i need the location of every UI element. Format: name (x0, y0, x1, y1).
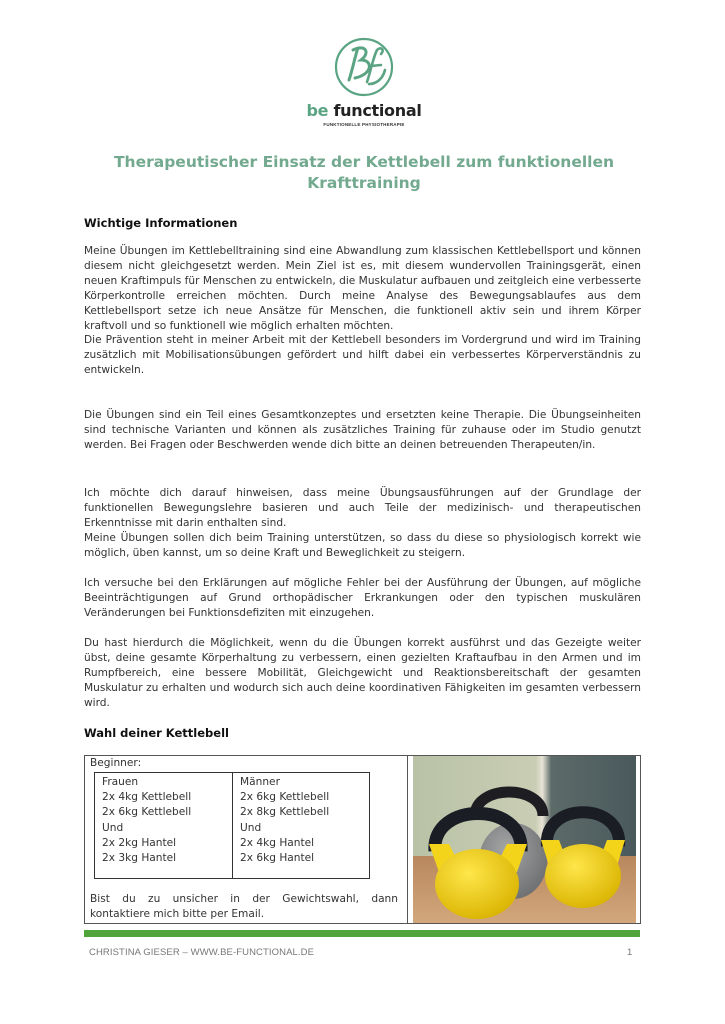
logo-wordmark (298, 101, 430, 120)
paragraph: Die Prävention steht in meiner Arbeit mit der Kettlebell besonders im Vordergrund und wird im Training zusätzlich mit Mobilisationsübungen gefördert und hilft dabei ein verbessertes Körperverständnis zu entwickeln. (84, 334, 641, 377)
weight-item: 2x 4kg Kettlebell (102, 791, 192, 804)
kettlebell-selection-box (84, 755, 641, 924)
kettlebells-photo (413, 756, 636, 923)
paragraph-group-benefits (84, 636, 641, 711)
document-title: Therapeutischer Einsatz der Kettlebell zum funktionellen Krafttraining (113, 153, 615, 192)
paragraph: Du hast hierdurch die Möglichkeit, wenn du die Übungen korrekt ausführst und das Gezeigte weiter übst, deine gesamte Körperhaltung zu verbessern, einen gezielten Kraftaufbau in den Armen und im Rumpfbereich, eine bessere Mobilität, Gleichgewicht und Reaktionsbereitschaft der gesamten Muskulatur zu erhalten und wodurch sich auch deine koordinativen Fähigkeiten im gesamten verbessern wird. (84, 637, 641, 709)
footer-divider-bar (84, 930, 640, 937)
weight-item: 2x 6kg Kettlebell (102, 806, 192, 819)
paragraph: Meine Übungen sollen dich beim Training unterstützen, so dass du diese so physiologisch korrekt wie möglich, üben kannst, um so deine Kraft und Beweglichkeit zu steigern. (84, 531, 641, 559)
column-header: Männer (240, 776, 280, 788)
paragraph-group-errors (84, 576, 641, 621)
weights-column-men (232, 773, 369, 878)
weight-item: 2x 3kg Hantel (102, 852, 177, 865)
kettlebell-image-cell (408, 756, 640, 923)
weight-item: 2x 4kg Hantel (240, 836, 315, 849)
paragraph-group-intro (84, 244, 641, 378)
section-heading-info: Wichtige Informationen (84, 216, 238, 230)
weight-item: 2x 6kg Hantel (240, 852, 315, 865)
paragraph-group-concept (84, 408, 641, 453)
weight-item: 2x 8kg Kettlebell (240, 806, 330, 819)
paragraph: Ich versuche bei den Erklärungen auf mögliche Fehler bei der Ausführung der Übungen, auf mögliche Beeinträchtigungen auf Grund orthopädischer Erkrankungen oder den typischen muskulären Veränderungen bei Funktionsdefiziten mit einzugehen. (84, 577, 641, 619)
footer-author-website: CHRISTINA GIESER – WWW.BE-FUNCTIONAL.DE (89, 947, 315, 958)
page-number: 1 (627, 947, 633, 958)
weights-column-women (95, 773, 232, 878)
weight-item: 2x 2kg Hantel (102, 836, 177, 849)
paragraph: Ich möchte dich darauf hinweisen, dass meine Übungsausführungen auf der Grundlage der funktionellen Bewegungslehre basieren und auch Teile der medizinisch- und therapeutischen Erkenntnisse mit darin enthalten sind. (84, 487, 641, 529)
weights-table (94, 772, 370, 879)
monogram-logo-icon (331, 34, 397, 100)
paragraph-group-basis (84, 486, 641, 561)
paragraph: Die Übungen sind ein Teil eines Gesamtkonzeptes und ersetzten keine Therapie. Die Übungseinheiten sind technische Varianten und können als zusätzliches Training für zuhause oder im Studio genutzt werden. Bei Fragen oder Beschwerden wende dich bitte an deinen betreuenden Therapeuten/in. (84, 409, 641, 451)
weight-item: Und (102, 821, 124, 834)
section-heading-kettlebell: Wahl deiner Kettlebell (84, 726, 229, 740)
logo-word-be: be (306, 101, 329, 120)
kettlebell-weights-cell (85, 756, 408, 923)
logo-word-functional: functional (328, 101, 422, 120)
weight-item: Und (240, 821, 262, 834)
column-header: Frauen (102, 776, 139, 788)
level-label: Beginner: (90, 757, 142, 769)
weight-item: 2x 6kg Kettlebell (240, 791, 330, 804)
brand-logo (298, 34, 430, 130)
weight-choice-note: Bist du zu unsicher in der Gewichtswahl, dann kontaktiere mich bitte per Email. (90, 893, 398, 920)
paragraph: Meine Übungen im Kettlebelltraining sind eine Abwandlung zum klassischen Kettlebellsport und können diesem nicht gleichgesetzt werden. Mein Ziel ist es, mit diesem wundervollen Trainingsgerät, einen neuen Kraftimpuls für Menschen zu entwickeln, die Muskulatur aufbauen und zeitgleich eine verbesserte Körperkontrolle erreichen möchten. Durch meine Analyse des Bewegungsablaufes aus dem Kettlebellsport setze ich neue Ansätze für Menschen, die funktionell aktiv sein und ihrem Körper kraftvoll und so funktionell wie möglich erhalten möchten. (84, 245, 641, 332)
logo-subtitle: FUNKTIONELLE PHYSIOTHERAPIE (323, 122, 405, 127)
